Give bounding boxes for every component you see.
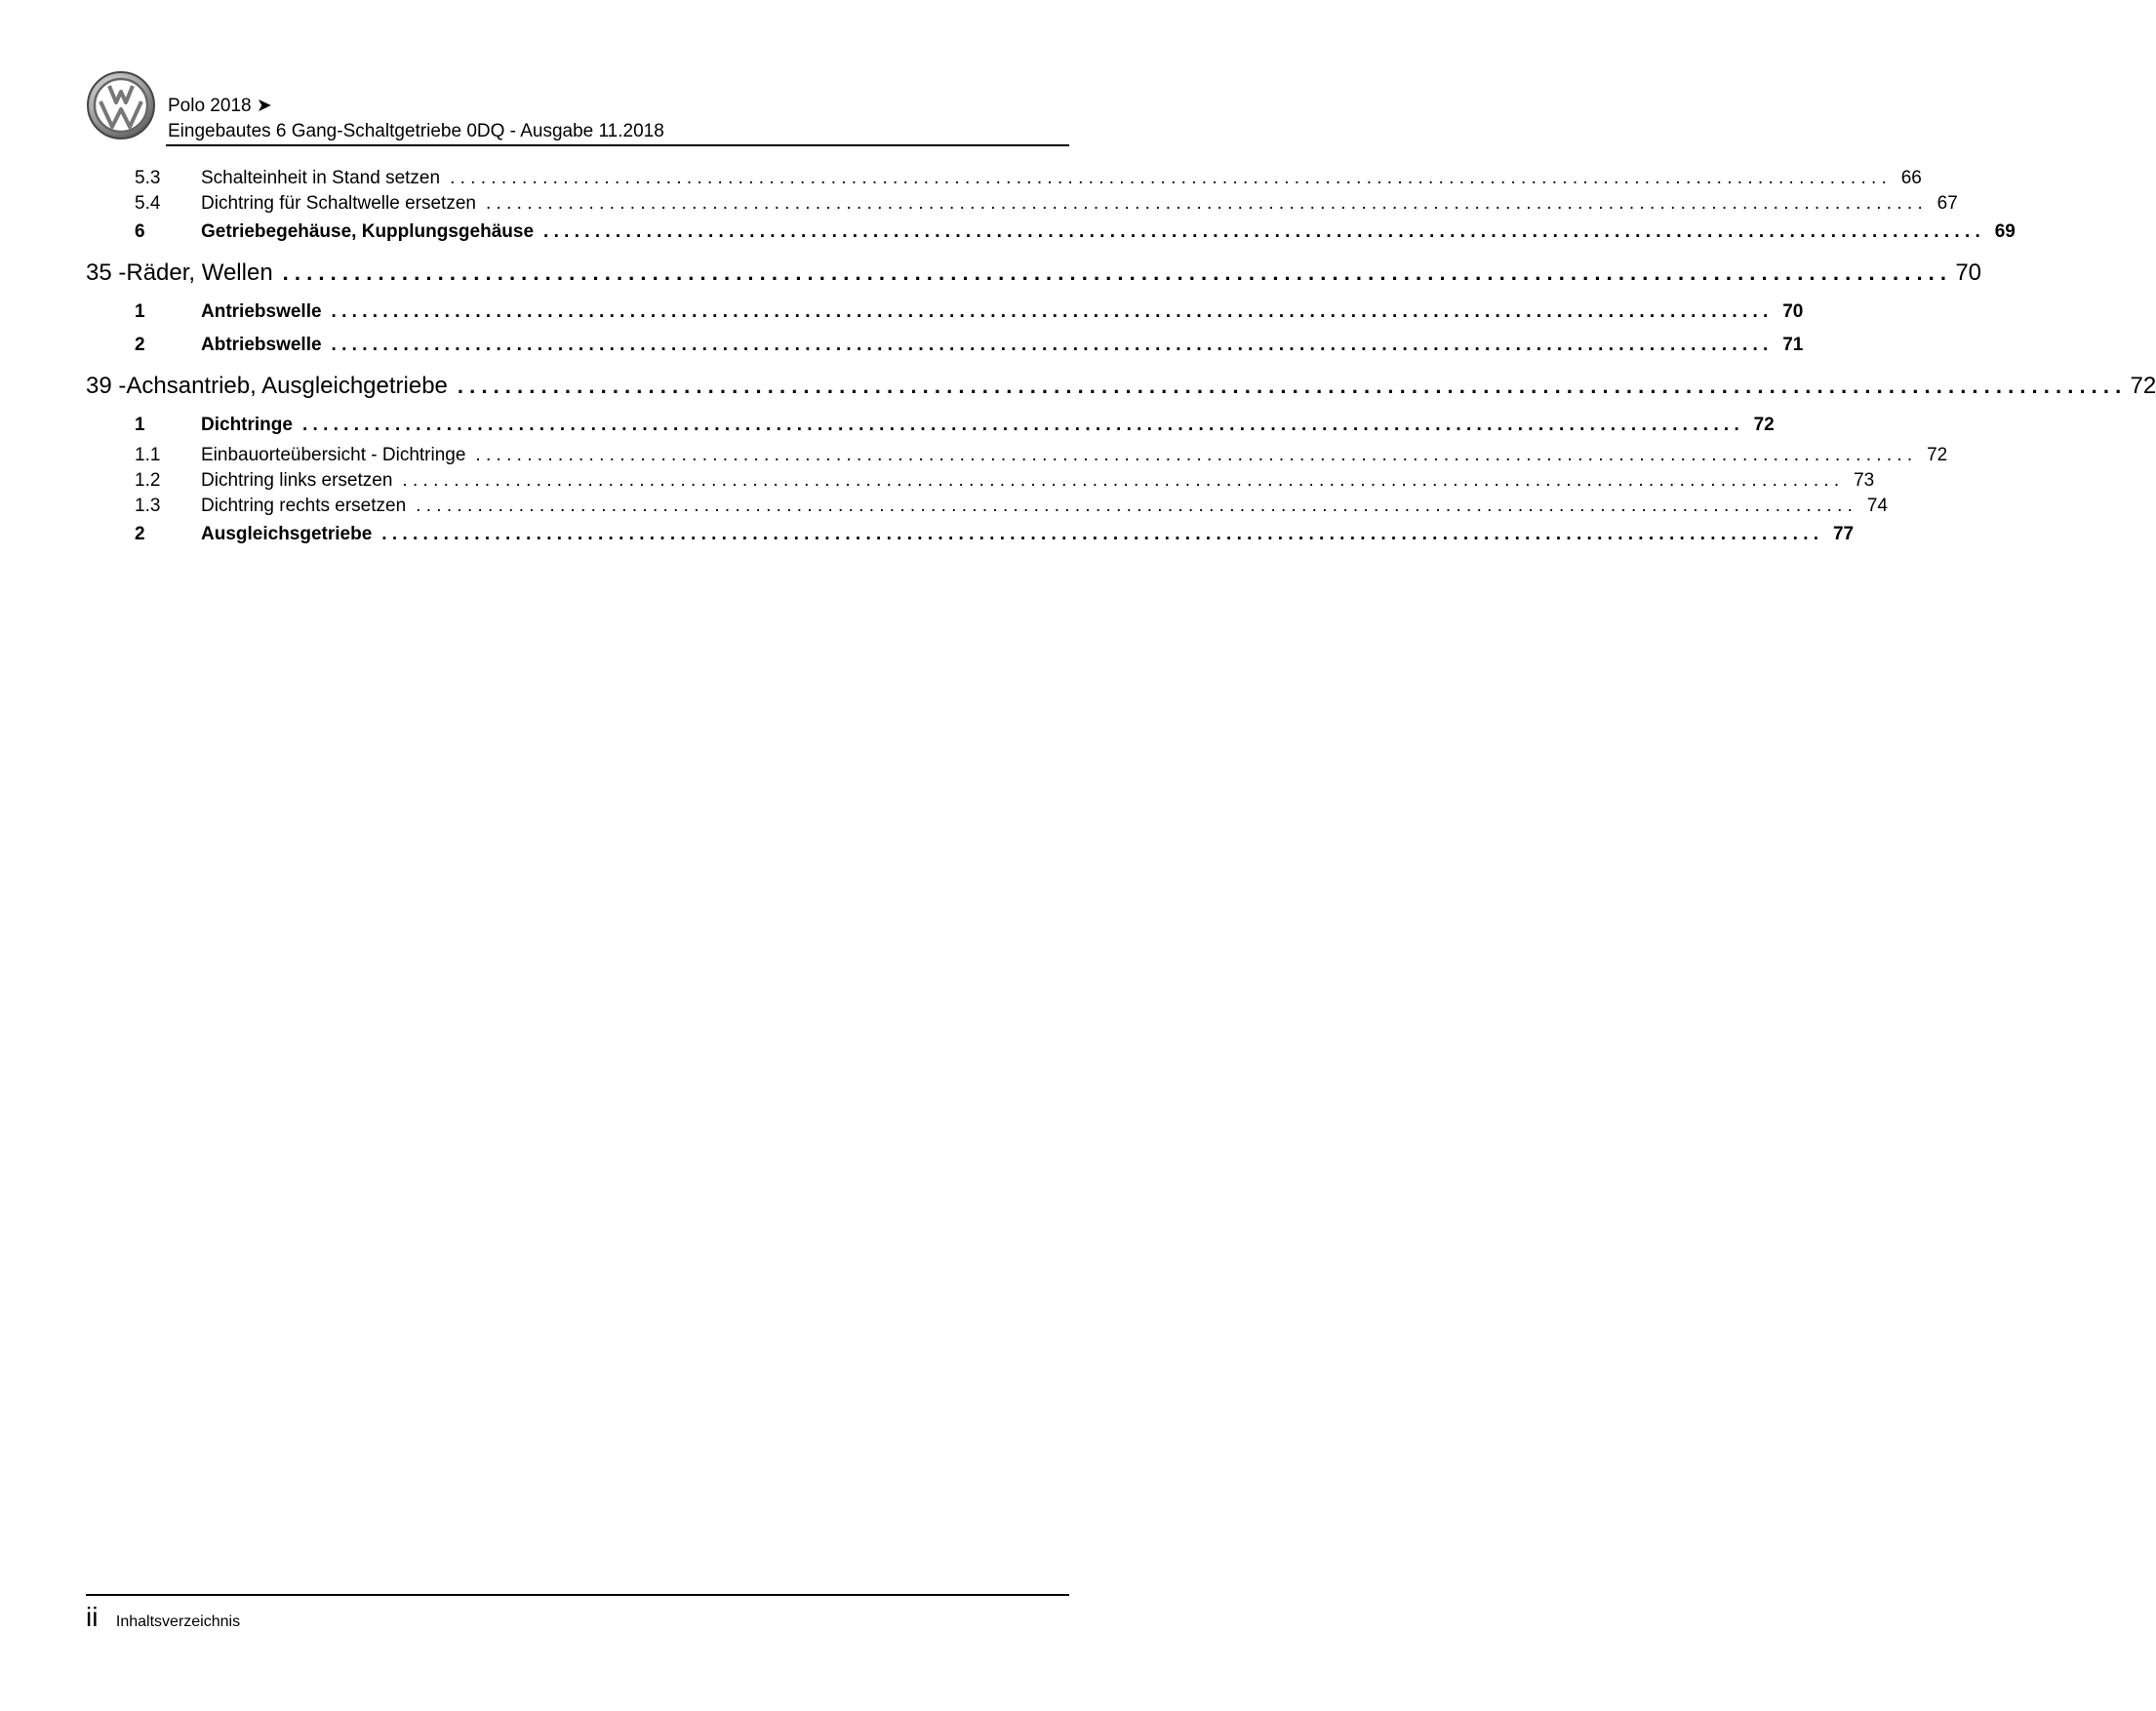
toc-entry[interactable]	[86, 301, 1804, 332]
toc-entry-page: 66	[1900, 168, 1922, 188]
toc-entry-title: Getriebegehäuse, Kupplungsgehäuse	[201, 221, 535, 242]
footer-page-number: ii	[86, 1602, 99, 1632]
toc-entry-number: 5.4	[135, 193, 161, 214]
toc-entry-number: 1	[135, 415, 145, 435]
toc-entry[interactable]	[86, 524, 1855, 554]
toc-entry-title: Abtriebswelle	[201, 335, 322, 355]
toc-entry-number: 6	[135, 221, 145, 242]
toc-entry-number: 1.2	[135, 470, 161, 491]
toc-leader-dots: . . . . . . . . . . . . . . . . . . . . . . . . . . . . . . . . . . . . . . . . . . . . . . . . . . . . . . . . . . . . . . . . . . . . . . . . . . . . . . . . . . . . . . . . . . . . . . . . . . . . . . . . . . . . . . . . . . . . . . . . . . . . . . . . . . . . . . . . . . . .	[381, 524, 1819, 544]
toc-entry-number: 1.3	[135, 496, 161, 516]
toc-entry[interactable]	[86, 373, 2156, 412]
toc-entry-number: 35 -	[86, 259, 127, 286]
toc-entry-title: Ausgleichsgetriebe	[201, 524, 373, 544]
header-model: Polo 2018 ➤	[168, 96, 272, 116]
toc-entry-title: Dichtring für Schaltwelle ersetzen	[201, 193, 476, 214]
toc-leader-dots: . . . . . . . . . . . . . . . . . . . . . . . . . . . . . . . . . . . . . . . . . . . . . . . . . . . . . . . . . . . . . . . . . . . . . . . . . . . . . . . . . . . . . . . . . . . . . . . . . . . . . . . . . . . . . . . . . . . . . . . . . . . . . . . . . . . . . . . . . . . .	[301, 415, 1739, 435]
toc-entry-title: Dichtring rechts ersetzen	[201, 496, 407, 516]
table-of-contents	[86, 168, 2156, 554]
page-header	[86, 70, 1069, 146]
toc-entry-number: 1.1	[135, 445, 161, 465]
toc-leader-dots: . . . . . . . . . . . . . . . . . . . . . . . . . . . . . . . . . . . . . . . . . . . . . . . . . . . . . . . . . . . . . . . . . . . . . . . . . . . . . . . . . . . . . . . . . . . . . . . . . . . . . . . . . . . . . . . . . . . . . . . . . . . . . . . . . . . . . . . . . . . .	[282, 260, 1947, 285]
toc-entry[interactable]	[86, 168, 1922, 193]
toc-entry-title: Achsantrieb, Ausgleichgetriebe	[126, 373, 448, 399]
page-footer	[86, 1602, 240, 1633]
toc-entry-title: Räder, Wellen	[126, 259, 273, 286]
footer-divider	[86, 1594, 1069, 1596]
header-text	[168, 96, 664, 142]
header-subtitle: Eingebautes 6 Gang-Schaltgetriebe 0DQ - Ausgabe 11.2018	[168, 121, 664, 141]
toc-leader-dots: . . . . . . . . . . . . . . . . . . . . . . . . . . . . . . . . . . . . . . . . . . . . . . . . . . . . . . . . . . . . . . . . . . . . . . . . . . . . . . . . . . . . . . . . . . . . . . . . . . . . . . . . . . . . . . . . . . . . . . . . . . . . . . . . . . . . . . . . . . . .	[331, 301, 1769, 322]
toc-leader-dots: . . . . . . . . . . . . . . . . . . . . . . . . . . . . . . . . . . . . . . . . . . . . . . . . . . . . . . . . . . . . . . . . . . . . . . . . . . . . . . . . . . . . . . . . . . . . . . . . . . . . . . . . . . . . . . . . . . . . . . . . . . . . . . . . . . . . . . . . . . . .	[450, 168, 1887, 188]
toc-entry-page: 70	[1782, 301, 1804, 322]
toc-entry-page: 70	[1955, 259, 1982, 286]
toc-entry[interactable]	[86, 259, 1982, 298]
toc-entry[interactable]	[86, 221, 2016, 252]
toc-entry[interactable]	[86, 496, 1888, 521]
toc-leader-dots: . . . . . . . . . . . . . . . . . . . . . . . . . . . . . . . . . . . . . . . . . . . . . . . . . . . . . . . . . . . . . . . . . . . . . . . . . . . . . . . . . . . . . . . . . . . . . . . . . . . . . . . . . . . . . . . . . . . . . . . . . . . . . . . . . . . . . . . . . . . .	[543, 221, 1980, 242]
toc-leader-dots: . . . . . . . . . . . . . . . . . . . . . . . . . . . . . . . . . . . . . . . . . . . . . . . . . . . . . . . . . . . . . . . . . . . . . . . . . . . . . . . . . . . . . . . . . . . . . . . . . . . . . . . . . . . . . . . . . . . . . . . . . . . . . . . . . . . . . . . . . . . .	[485, 193, 1923, 214]
toc-leader-dots: . . . . . . . . . . . . . . . . . . . . . . . . . . . . . . . . . . . . . . . . . . . . . . . . . . . . . . . . . . . . . . . . . . . . . . . . . . . . . . . . . . . . . . . . . . . . . . . . . . . . . . . . . . . . . . . . . . . . . . . . . . . . . . . . . . . . . . . . . . . .	[331, 335, 1769, 355]
footer-label: Inhaltsverzeichnis	[115, 1613, 241, 1630]
toc-entry-page: 73	[1854, 470, 1875, 491]
toc-entry-number: 2	[135, 524, 145, 544]
toc-entry-page: 72	[1753, 415, 1775, 435]
toc-entry-page: 69	[1994, 221, 2016, 242]
toc-entry[interactable]	[86, 445, 1948, 470]
toc-entry-title: Einbauorteübersicht - Dichtringe	[201, 445, 466, 465]
toc-entry[interactable]	[86, 415, 1775, 445]
toc-entry[interactable]	[86, 470, 1875, 496]
header-divider	[166, 144, 1069, 146]
toc-leader-dots: . . . . . . . . . . . . . . . . . . . . . . . . . . . . . . . . . . . . . . . . . . . . . . . . . . . . . . . . . . . . . . . . . . . . . . . . . . . . . . . . . . . . . . . . . . . . . . . . . . . . . . . . . . . . . . . . . . . . . . . . . . . . . . . . . . . . . . . . . . . .	[416, 496, 1853, 516]
vw-logo-icon	[86, 70, 156, 140]
toc-entry-title: Schalteinheit in Stand setzen	[201, 168, 441, 188]
toc-entry[interactable]	[86, 193, 1958, 219]
toc-entry[interactable]	[86, 335, 1804, 365]
toc-entry-number: 1	[135, 301, 145, 322]
toc-entry-title: Dichtring links ersetzen	[201, 470, 393, 491]
toc-entry-number: 5.3	[135, 168, 161, 188]
toc-entry-page: 77	[1832, 524, 1855, 544]
toc-leader-dots: . . . . . . . . . . . . . . . . . . . . . . . . . . . . . . . . . . . . . . . . . . . . . . . . . . . . . . . . . . . . . . . . . . . . . . . . . . . . . . . . . . . . . . . . . . . . . . . . . . . . . . . . . . . . . . . . . . . . . . . . . . . . . . . . . . . . . . . . . . . .	[457, 374, 2122, 398]
toc-entry-page: 72	[2130, 373, 2156, 399]
toc-entry-page: 72	[1927, 445, 1948, 465]
toc-entry-title: Antriebswelle	[201, 301, 322, 322]
toc-entry-number: 39 -	[86, 373, 127, 399]
toc-entry-page: 71	[1782, 335, 1804, 355]
toc-entry-page: 67	[1936, 193, 1958, 214]
toc-leader-dots: . . . . . . . . . . . . . . . . . . . . . . . . . . . . . . . . . . . . . . . . . . . . . . . . . . . . . . . . . . . . . . . . . . . . . . . . . . . . . . . . . . . . . . . . . . . . . . . . . . . . . . . . . . . . . . . . . . . . . . . . . . . . . . . . . . . . . . . . . . . .	[475, 445, 1913, 465]
toc-entry-title: Dichtringe	[201, 415, 293, 435]
toc-entry-number: 2	[135, 335, 145, 355]
toc-entry-page: 74	[1866, 496, 1888, 516]
toc-leader-dots: . . . . . . . . . . . . . . . . . . . . . . . . . . . . . . . . . . . . . . . . . . . . . . . . . . . . . . . . . . . . . . . . . . . . . . . . . . . . . . . . . . . . . . . . . . . . . . . . . . . . . . . . . . . . . . . . . . . . . . . . . . . . . . . . . . . . . . . . . . . .	[402, 470, 1840, 491]
